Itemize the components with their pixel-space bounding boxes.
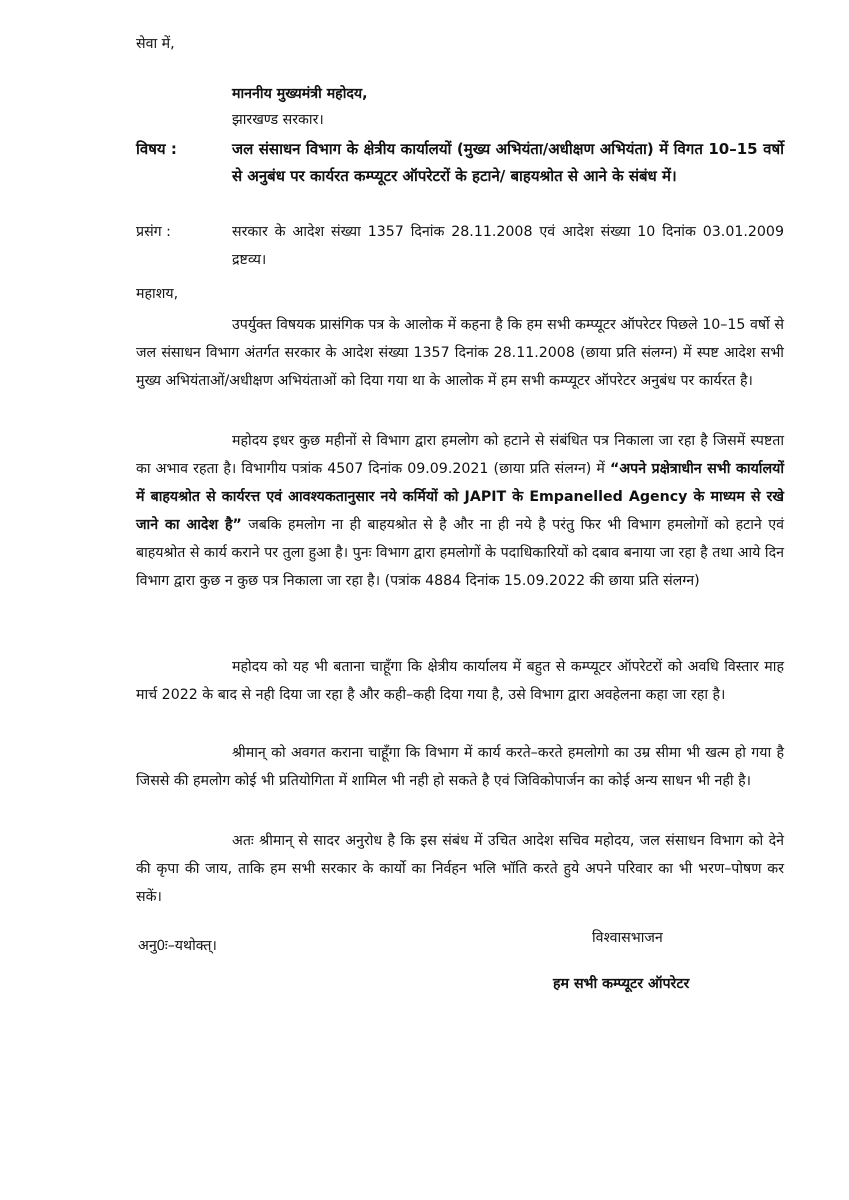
enclosure-note: अनु0ः–यथोक्त्। xyxy=(138,938,217,954)
signature: हम सभी कम्प्यूटर ऑपरेटर xyxy=(553,976,690,992)
paragraph-5: अतः श्रीमान् से सादर अनुरोध है कि इस संबंध में उचित आदेश सचिव महोदय, जल संसाधन विभाग को देने की कृपा की जाय, ताकि हम सभी सरकार के कार्यो का निर्वहन भलि भॉति करते हुये अपने परिवार का भी भरण–पोषण कर सकें। xyxy=(136,833,784,905)
paragraph-2-rest: जबकि हमलोग ना ही बाहयश्रोत से है और ना ही नये है परंतु फिर भी विभाग हमलोगों को हटाने एवं बाहयश्रोत से कार्य कराने पर तुला हुआ है। पुनः विभाग द्वारा हमलोगों के पदाधिकारियों को दबाव बनाया जा रहा है तथा आये दिन विभाग द्वारा कुछ न कुछ पत्र निकाला जा रहा है। (पत्रांक 4884 दिनांक 15.09.2022 की छाया प्रति संलग्न) xyxy=(136,517,784,589)
subject-text: जल संसाधन विभाग के क्षेत्रीय कार्यालयों (मुख्य अभियंता/अधीक्षण अभियंता) में विगत 10–15 वर्षो से अनुबंध पर कार्यरत कम्प्यूटर ऑपरेटरों के हटाने/ बाहयश्रोत से आने के संबंध में। xyxy=(232,140,784,185)
reference-text: सरकार के आदेश संख्या 1357 दिनांक 28.11.2008 एवं आदेश संख्या 10 दिनांक 03.01.2009 द्रष्टव्य। xyxy=(232,224,784,268)
paragraph-1: उपर्युक्त विषयक प्रासंगिक पत्र के आलोक में कहना है कि हम सभी कम्प्यूटर ऑपरेटर पिछले 10–15 वर्षो से जल संसाधन विभाग अंतर्गत सरकार के आदेश संख्या 1357 दिनांक 28.11.2008 (छाया प्रति संलग्न) में स्पष्ट आदेश सभी मुख्य अभियंताओं/अधीक्षण अभियंताओं को दिया गया था के आलोक में हम सभी कम्प्यूटर ऑपरेटर अनुबंध पर कार्यरत है। xyxy=(136,317,784,389)
salutation-to: सेवा में, xyxy=(136,36,175,52)
subject-label: विषय : xyxy=(136,140,177,158)
recipient-title: माननीय मुख्यमंत्री महोदय, xyxy=(232,86,368,102)
greeting: महाशय, xyxy=(136,286,179,302)
paragraph-2-intro: महोदय इधर कुछ महीनों से विभाग द्वारा हमलोग को हटाने से संबंधित पत्र निकाला जा रहा है जिसमें स्पष्टता का अभाव रहता है। विभागीय पत्रांक 4507 दिनांक 09.09.2021 (छाया प्रति संलग्न) में xyxy=(136,433,784,477)
paragraph-2-quote: “अपने प्रक्षेत्राधीन सभी कार्यालयों में बाहयश्रोत से कार्यरत्त एवं आवश्यकतानुसार नये कर्मियों को JAPIT के Empanelled Agency के माध्यम से रखे जाने का आदेश है” xyxy=(136,461,784,533)
paragraph-4: श्रीमान् को अवगत कराना चाहूँगा कि विभाग में कार्य करते–करते हमलोगो का उम्र सीमा भी खत्म हो गया है जिससे की हमलोग कोई भी प्रतियोगिता में शामिल भी नही हो सकते है एवं जिविकोपार्जन का कोई अन्य साधन भी नही है। xyxy=(136,745,784,789)
reference-label: प्रसंग : xyxy=(136,224,171,240)
paragraph-3: महोदय को यह भी बताना चाहूँगा कि क्षेत्रीय कार्यालय में बहुत से कम्प्यूटर ऑपरेटरों को अवधि विस्तार माह मार्च 2022 के बाद से नही दिया जा रहा है और कही–कही दिया गया है, उसे विभाग द्वारा अवहेलना कहा जा रहा है। xyxy=(136,659,784,703)
paragraph-2 xyxy=(136,427,784,595)
recipient-office: झारखण्ड सरकार। xyxy=(232,112,324,128)
closing-phrase: विश्वासभाजन xyxy=(592,930,663,946)
